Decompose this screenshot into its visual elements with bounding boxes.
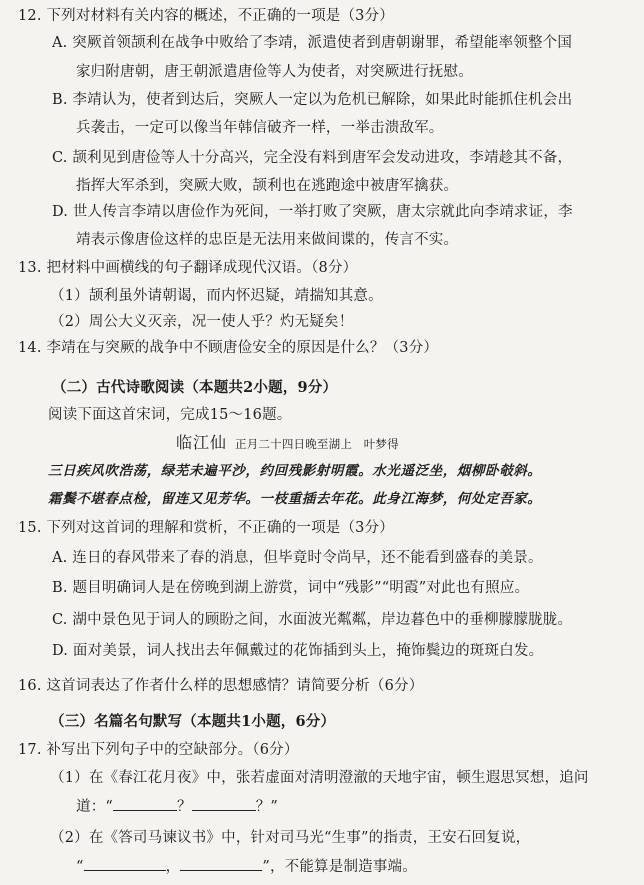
- q12-option-a-line1: A. 突厥首领颉利在战争中败给了李靖，派遣使者到唐朝谢罪，希望能率领整个国: [52, 35, 573, 51]
- poem-line-1: 三日疾风吹浩荡，绿芜未遍平沙，约回残影射明霞。水光遥泛坐，烟柳卧攲斜。: [48, 463, 542, 479]
- q12-option-b-line2: 兵袭击，一定可以像当年韩信破齐一样，一举击溃敌军。: [76, 120, 444, 136]
- q17-s1-mid: ？: [177, 799, 192, 815]
- q17-sentence-2-line2: [76, 856, 417, 877]
- q17-blank-3[interactable]: [84, 856, 166, 871]
- q17-blank-2[interactable]: [192, 796, 256, 811]
- q13-stem: 13. 把材料中画横线的句子翻译成现代汉语。（8分）: [18, 260, 358, 276]
- q14-stem: 14. 李靖在与突厥的战争中不顾唐俭安全的原因是什么？（3分）: [18, 340, 439, 356]
- q17-s1-close: ？”: [255, 799, 279, 815]
- q17-s2-close: ”，不能算是制造事端。: [262, 859, 417, 875]
- q12-option-c-line2: 指挥大军杀到，突厥大败，颉利也在逃跑途中被唐军擒获。: [76, 178, 459, 194]
- poem-subtitle: 正月二十四日晚至湖上 叶梦得: [235, 437, 399, 451]
- section-2-heading: （二）古代诗歌阅读（本题共2小题，9分）: [52, 379, 338, 396]
- q17-s2-mid: ，: [165, 859, 181, 875]
- q12-option-d-line1: D. 世人传言李靖以唐俭作为死间，一举打败了突厥，唐太宗就此向李靖求证，李: [52, 204, 573, 220]
- q17-sentence-1-line2: [76, 796, 278, 817]
- q13-sentence-1: （1）颉利虽外请朝谒，而内怀迟疑，靖揣知其意。: [50, 288, 383, 304]
- q17-sentence-2-line1: （2）在《答司马谏议书》中，针对司马光“生事”的指责，王安石回复说，: [50, 830, 531, 846]
- q15-option-c: C. 湖中景色见于词人的顾盼之间，水面波光粼粼，岸边暮色中的垂柳朦朦胧胧。: [52, 612, 573, 628]
- q17-blank-1[interactable]: [113, 796, 177, 811]
- section-3-heading: （三）名篇名句默写（本题共1小题，6分）: [50, 713, 336, 730]
- poem-line-2: 霜鬓不堪春点检，留连又见芳华。一枝重插去年花。此身江海梦，何处定吾家。: [48, 491, 542, 507]
- q12-option-d-line2: 靖表示像唐俭这样的忠臣是无法用来做间谍的，传言不实。: [76, 232, 459, 248]
- q17-sentence-1-line1: （1）在《春江花月夜》中，张若虚面对清明澄澈的天地宇宙，顿生遐思冥想，追问: [50, 770, 589, 786]
- poem-title: 临江仙: [176, 433, 228, 452]
- q13-sentence-2: （2）周公大义灭亲，况一使人乎？灼无疑矣！: [50, 314, 354, 330]
- q12-option-b-line1: B. 李靖认为，使者到达后，突厥人一定以为危机已解除，如果此时能抓住机会出: [52, 92, 573, 108]
- q17-s1-open: 道：“: [76, 799, 114, 815]
- section-2-intro: 阅读下面这首宋词，完成15～16题。: [48, 407, 292, 423]
- q15-option-b: B. 题目明确词人是在傍晚到湖上游赏，词中“残影”“明霞”对此也有照应。: [52, 580, 530, 596]
- q12-option-a-line2: 家归附唐朝，唐王朝派遣唐俭等人为使者，对突厥进行抚慰。: [76, 64, 473, 80]
- q16-stem: 16. 这首词表达了作者什么样的思想感情？请简要分析（6分）: [18, 678, 424, 694]
- q15-option-a: A. 连日的春风带来了春的消息，但毕竟时令尚早，还不能看到盛春的美景。: [52, 550, 543, 566]
- q17-blank-4[interactable]: [180, 856, 262, 871]
- q17-stem: 17. 补写出下列句子中的空缺部分。（6分）: [18, 742, 299, 758]
- q12-option-c-line1: C. 颉利见到唐俭等人十分高兴，完全没有料到唐军会发动进攻，李靖趁其不备，: [52, 150, 573, 166]
- poem-title-line: [176, 433, 399, 454]
- q12-stem: 12. 下列对材料有关内容的概述，不正确的一项是（3分）: [18, 8, 394, 24]
- q15-option-d: D. 面对美景，词人找出去年佩戴过的花饰插到头上，掩饰鬓边的斑斑白发。: [52, 643, 544, 659]
- q17-s2-open: “: [76, 859, 84, 875]
- q15-stem: 15. 下列对这首词的理解和赏析，不正确的一项是（3分）: [18, 520, 394, 536]
